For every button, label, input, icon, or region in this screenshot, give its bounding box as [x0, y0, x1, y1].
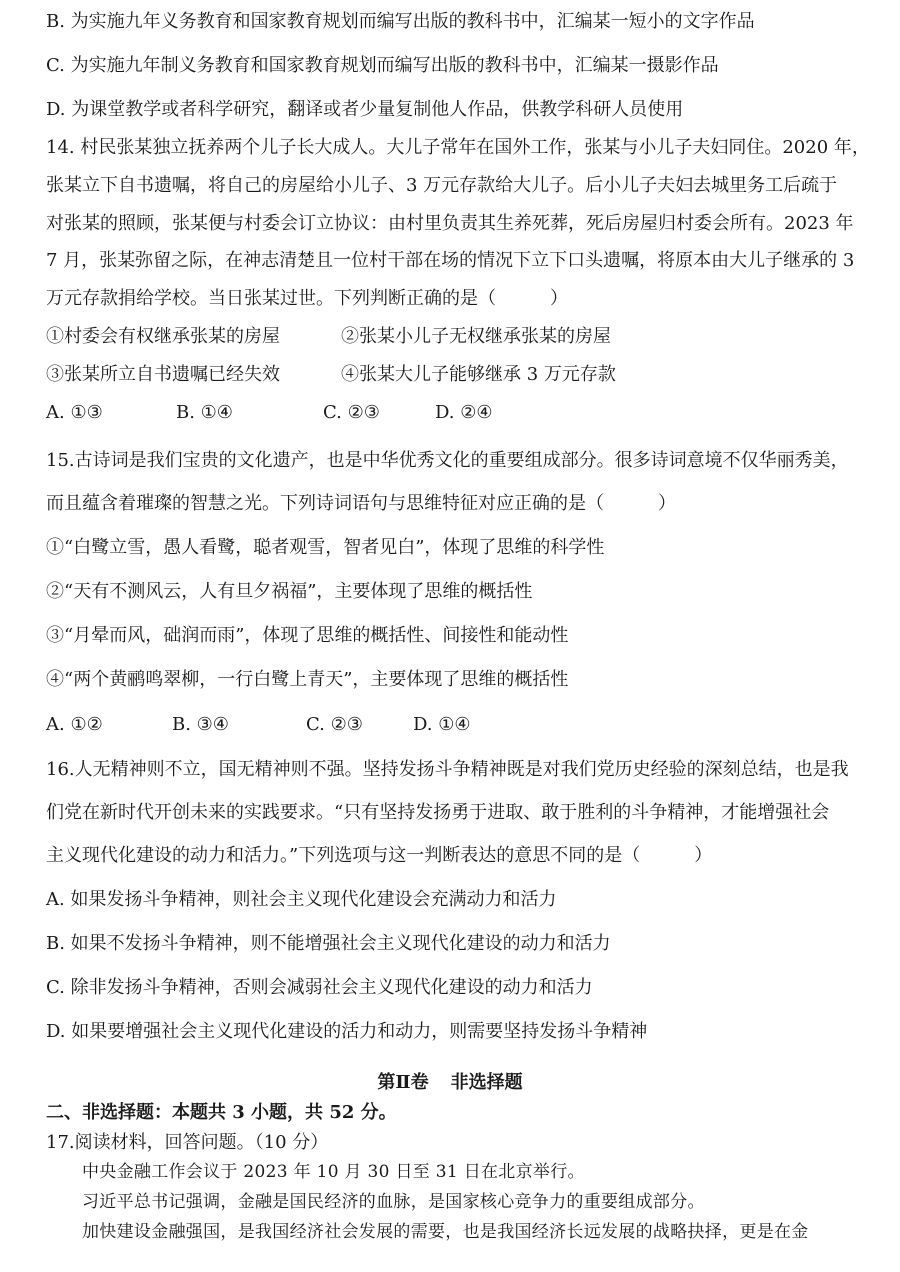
q13-option-c: C. 为实施九年制义务教育和国家教育规划而编写出版的教科书中，汇编某一摄影作品 — [46, 55, 719, 76]
part2-title-right: 非选择题 — [450, 1072, 523, 1093]
q17-material-3: 加快建设金融强国，是我国经济社会发展的需要，也是我国经济长远发展的战略抉择，更是在金 — [82, 1222, 809, 1242]
q15-statement-4: ④“两个黄鹂鸣翠柳，一行白鹭上青天”，主要体现了思维的概括性 — [46, 669, 569, 690]
part2-title — [0, 1071, 900, 1095]
q16-line-3: 主义现代化建设的动力和活力。”下列选项与这一判断表达的意思不同的是（ ） — [46, 845, 713, 866]
q14-line-3: 对张某的照顾，张某便与村委会订立协议：由村里负责其生养死葬，死后房屋归村委会所有。2023 年 — [46, 213, 854, 234]
q14-line-2: 张某立下自书遗嘱，将自己的房屋给小儿子、3 万元存款给大儿子。后小儿子夫妇去城里务工后疏于 — [46, 175, 838, 196]
q15-option-a: A. ①② — [46, 714, 103, 735]
q15-options — [46, 713, 861, 737]
part2-title-left: 第Ⅱ卷 — [377, 1072, 429, 1093]
q14-statement-2: ②张某小儿子无权继承张某的房屋 — [341, 326, 611, 347]
q15-option-c: C. ②③ — [306, 714, 363, 735]
q16-option-a: A. 如果发扬斗争精神，则社会主义现代化建设会充满动力和活力 — [46, 889, 557, 910]
q14-option-c: C. ②③ — [323, 402, 380, 423]
q15-statement-2: ②“天有不测风云，人有旦夕祸福”，主要体现了思维的概括性 — [46, 581, 533, 602]
q15-option-b: B. ③④ — [172, 714, 229, 735]
q13-option-b: B. 为实施九年义务教育和国家教育规划而编写出版的教科书中，汇编某一短小的文字作品 — [46, 11, 755, 32]
q17-title: 17.阅读材料，回答问题。（10 分） — [46, 1132, 329, 1153]
q15-line-2: 而且蕴含着璀璨的智慧之光。下列诗词语句与思维特征对应正确的是（ ） — [46, 493, 676, 514]
q17-material-2: 习近平总书记强调，金融是国民经济的血脉，是国家核心竞争力的重要组成部分。 — [82, 1192, 705, 1212]
q16-line-1: 16.人无精神则不立，国无精神则不强。坚持发扬斗争精神既是对我们党历史经验的深刻总结，也是我 — [46, 759, 849, 780]
q15-line-1: 15.古诗词是我们宝贵的文化遗产，也是中华优秀文化的重要组成部分。很多诗词意境不仅华丽秀美， — [46, 450, 849, 471]
q14-line-5: 万元存款捐给学校。当日张某过世。下列判断正确的是（ ） — [46, 288, 568, 309]
q13-option-d: D. 为课堂教学或者科学研究，翻译或者少量复制他人作品，供教学科研人员使用 — [46, 99, 684, 120]
q14-options — [46, 401, 861, 425]
q14-line-1: 14. 村民张某独立抚养两个儿子长大成人。大儿子常年在国外工作，张某与小儿子夫妇同住。2020 年， — [46, 137, 870, 158]
q16-option-b: B. 如果不发扬斗争精神，则不能增强社会主义现代化建设的动力和活力 — [46, 933, 611, 954]
q14-statement-3: ③张某所立自书遗嘱已经失效 — [46, 364, 280, 385]
q17-material-1: 中央金融工作会议于 2023 年 10 月 30 日至 31 日在北京举行。 — [82, 1162, 585, 1182]
q15-statement-3: ③“月晕而风，础润而雨”，体现了思维的概括性、间接性和能动性 — [46, 625, 569, 646]
q14-statement-1: ①村委会有权继承张某的房屋 — [46, 326, 280, 347]
q14-statements-row-2 — [46, 363, 861, 387]
q16-line-2: 们党在新时代开创未来的实践要求。“只有坚持发扬勇于进取、敢于胜利的斗争精神，才能增强社会 — [46, 802, 830, 823]
q14-statements-row-1 — [46, 325, 861, 349]
q14-option-d: D. ②④ — [435, 402, 493, 423]
q14-statement-4: ④张某大儿子能够继承 3 万元存款 — [341, 364, 616, 385]
q16-option-c: C. 除非发扬斗争精神，否则会减弱社会主义现代化建设的动力和活力 — [46, 977, 593, 998]
q14-option-a: A. ①③ — [46, 402, 103, 423]
part2-heading: 二、非选择题：本题共 3 小题，共 52 分。 — [46, 1102, 397, 1123]
q14-option-b: B. ①④ — [176, 402, 233, 423]
q15-option-d: D. ①④ — [413, 714, 471, 735]
q14-line-4: 7 月，张某弥留之际，在神志清楚且一位村干部在场的情况下立下口头遗嘱，将原本由大儿子继承的 3 — [46, 250, 855, 271]
q15-statement-1: ①“白鹭立雪，愚人看鹭，聪者观雪，智者见白”，体现了思维的科学性 — [46, 537, 605, 558]
q16-option-d: D. 如果要增强社会主义现代化建设的活力和动力，则需要坚持发扬斗争精神 — [46, 1021, 648, 1042]
